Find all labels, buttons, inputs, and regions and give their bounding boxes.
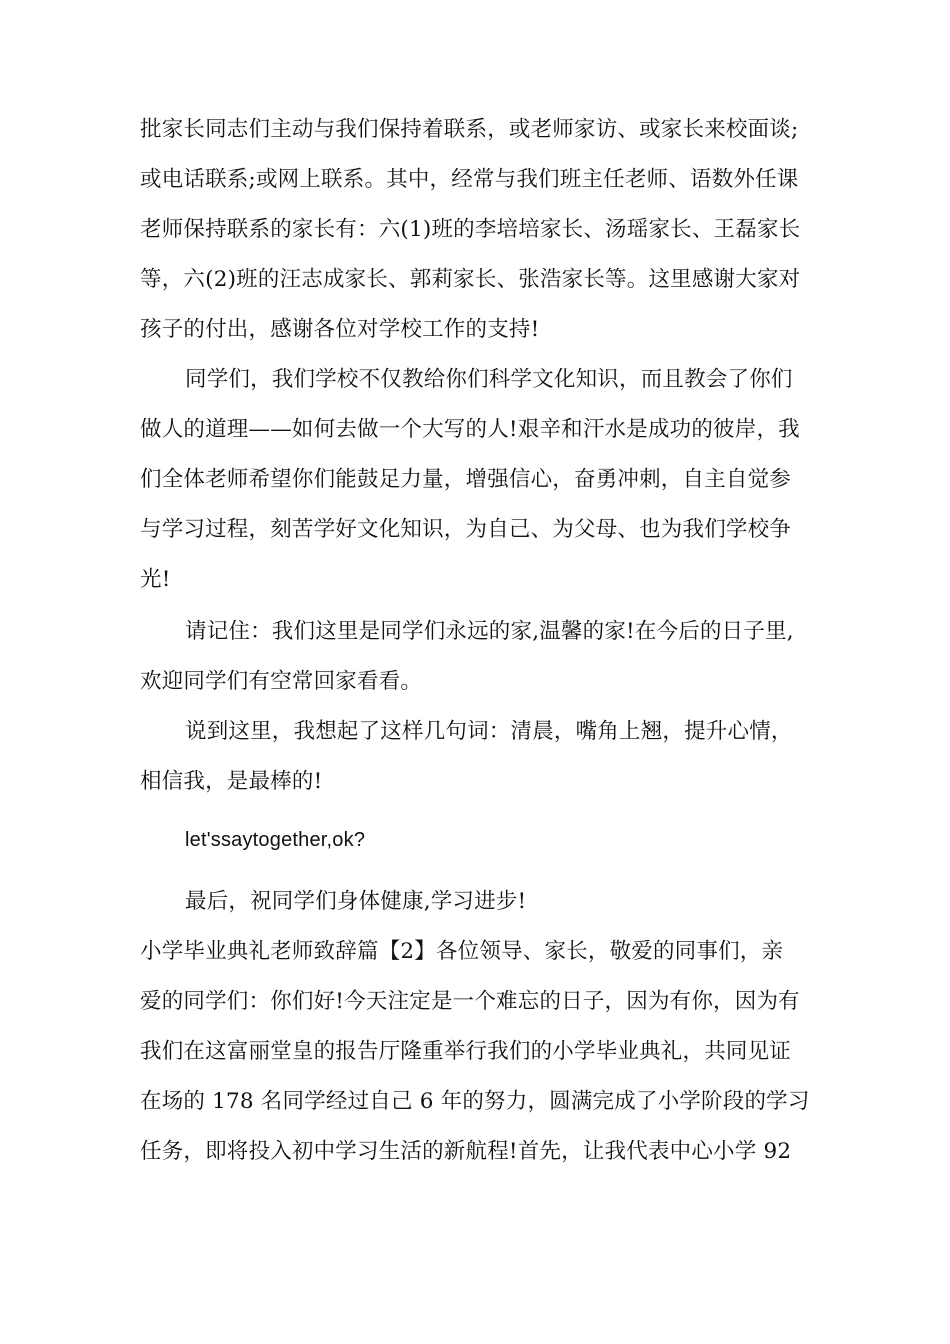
text-line: 欢迎同学们有空常回家看看。 — [140, 669, 423, 694]
english-phrase: let'ssaytogether,ok? — [185, 829, 366, 851]
paragraph-start: 请记住：我们这里是同学们永远的家,温馨的家!在今后的日子里, — [185, 619, 794, 644]
text-line: 光! — [140, 567, 171, 592]
text-line: 们全体老师希望你们能鼓足力量，增强信心，奋勇冲刺，自主自觉参 — [140, 467, 792, 492]
text-line: 任务，即将投入初中学习生活的新航程!首先，让我代表中心小学 92 — [140, 1139, 792, 1164]
paragraph-start: 说到这里，我想起了这样几句词：清晨，嘴角上翘，提升心情， — [185, 719, 793, 744]
paragraph-start: 最后，祝同学们身体健康,学习进步! — [185, 889, 527, 914]
text-line: 等，六(2)班的汪志成家长、郭莉家长、张浩家长等。这里感谢大家对 — [140, 267, 801, 292]
text-line: 或电话联系;或网上联系。其中，经常与我们班主任老师、语数外任课 — [140, 167, 799, 192]
section-heading-line: 小学毕业典礼老师致辞篇【2】各位领导、家长，敬爱的同事们，亲 — [140, 939, 784, 964]
text-line: 相信我，是最棒的! — [140, 769, 323, 794]
text-line: 爱的同学们：你们好!今天注定是一个难忘的日子，因为有你，因为有 — [140, 989, 800, 1014]
paragraph-start: 同学们，我们学校不仅教给你们科学文化知识，而且教会了你们 — [185, 367, 793, 392]
text-line: 批家长同志们主动与我们保持着联系，或老师家访、或家长来校面谈; — [140, 117, 799, 142]
text-line: 做人的道理——如何去做一个大写的人!艰辛和汗水是成功的彼岸，我 — [140, 417, 800, 442]
text-line: 老师保持联系的家长有：六(1)班的李培培家长、汤瑶家长、王磊家长 — [140, 217, 801, 242]
text-line: 在场的 178 名同学经过自己 6 年的努力，圆满完成了小学阶段的学习 — [140, 1089, 810, 1114]
text-line: 与学习过程，刻苦学好文化知识，为自己、为父母、也为我们学校争 — [140, 517, 792, 542]
text-line: 孩子的付出，感谢各位对学校工作的支持! — [140, 317, 540, 342]
text-line: 我们在这富丽堂皇的报告厅隆重举行我们的小学毕业典礼，共同见证 — [140, 1039, 792, 1064]
